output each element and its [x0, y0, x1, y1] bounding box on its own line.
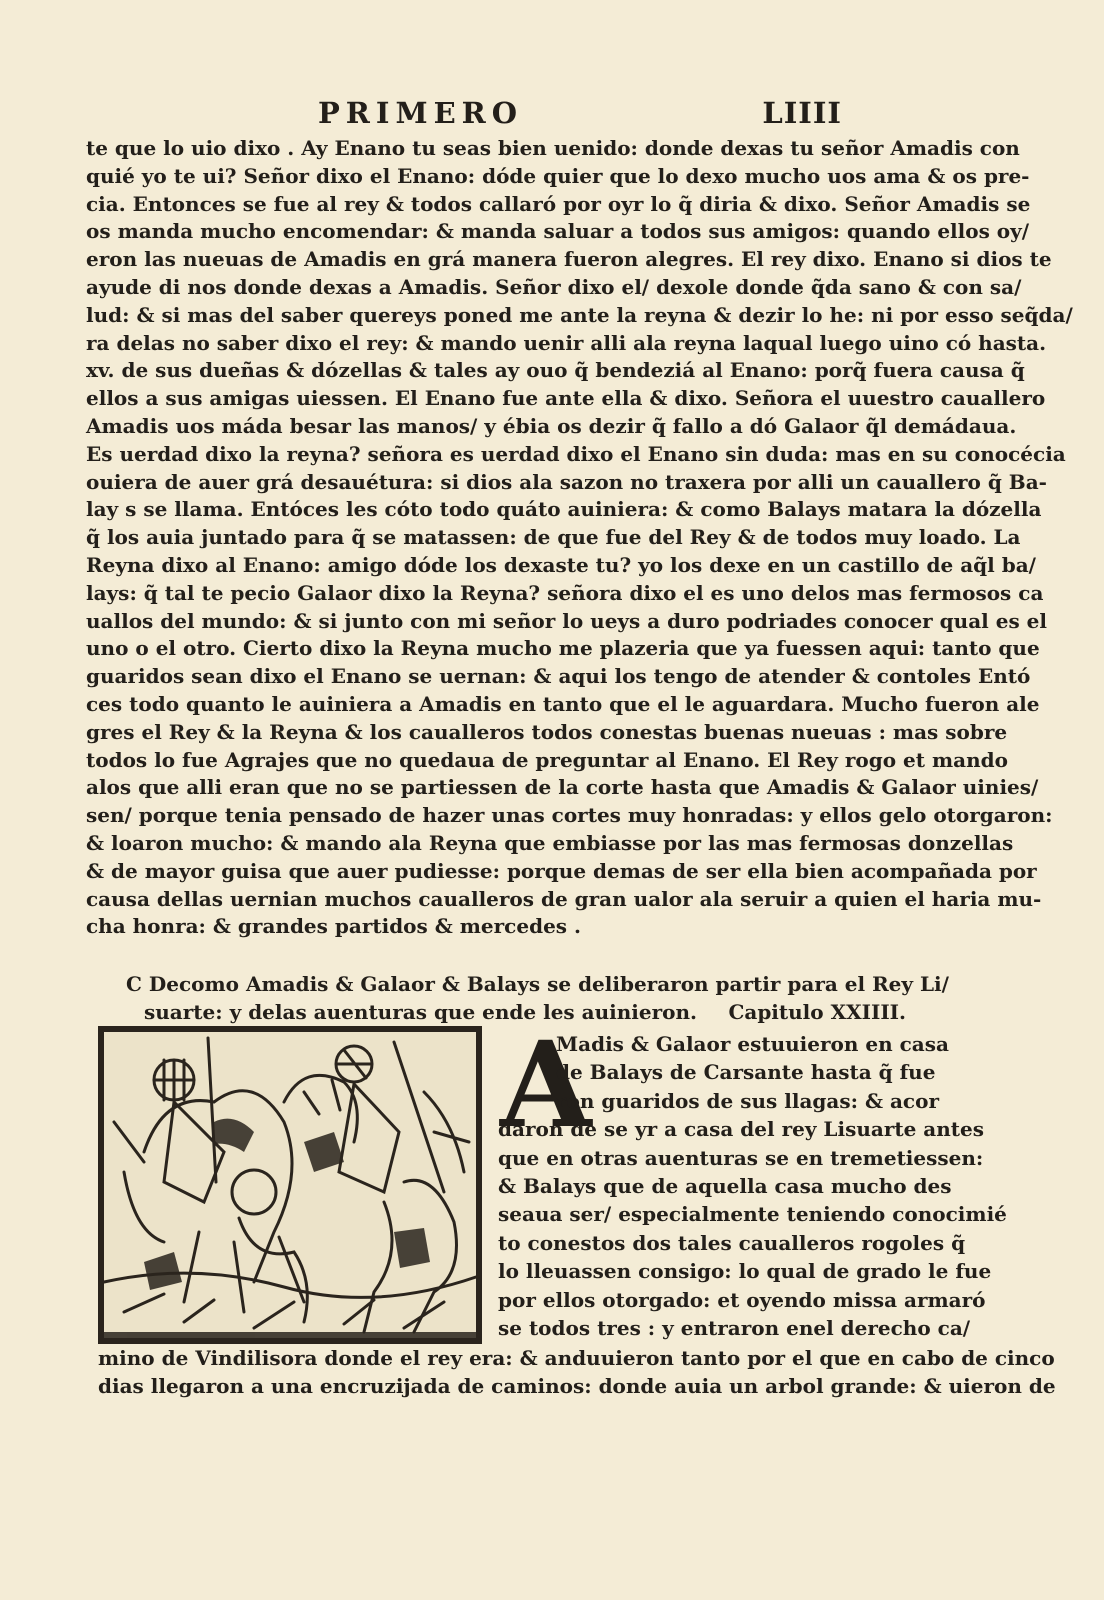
text-line: daron de se yr a casa del rey Lisuarte antes: [498, 1117, 985, 1142]
text-line: os manda mucho encomendar: & manda saluar a todos sus amigos: quando ellos oy/: [86, 219, 1030, 244]
chapter-label: Capitulo XXIIII.: [728, 1000, 906, 1024]
pilcrow-mark: C: [126, 972, 142, 996]
text-line: sen/ porque tenia pensado de hazer unas cortes muy honradas: y ellos gelo otorgaron:: [86, 803, 1053, 828]
drop-cap: A: [500, 1015, 592, 1154]
text-line: lud: & si mas del saber quereys poned me ante la reyna & dezir lo he: ni por esso seq̃da/: [86, 302, 1073, 327]
text-line: por ellos otorgado: et oyendo missa armaró: [498, 1287, 986, 1312]
text-line: ra delas no saber dixo el rey: & mando uenir alli ala reyna laqual luego uino có hasta.: [86, 330, 1047, 355]
body-text: [86, 135, 1073, 941]
text-line: lay s se llama. Entóces les cóto todo quáto auiniera: & como Balays matara la dózella: [86, 497, 1042, 522]
text-line: lays: q̃ tal te pecio Galaor dixo la Reyna? señora dixo el es uno delos mas fermosos ca: [86, 580, 1044, 605]
text-line: Madis & Galaor estuuieron en casa: [556, 1032, 949, 1056]
text-line: alos que alli eran que no se partiessen de la corte hasta que Amadis & Galaor uinies/: [86, 775, 1039, 800]
text-line: que en otras auenturas se en tremetiessen:: [498, 1145, 984, 1170]
text-line: ouiera de auer grá desauétura: si dios ala sazon no traxera por alli un cauallero q̃ Ba-: [86, 469, 1047, 494]
text-line: ces todo quanto le auiniera a Amadis en tanto que el le aguardara. Mucho fueron ale: [86, 691, 1040, 716]
text-line: mino de Vindilisora donde el rey era: & anduuieron tanto por el que en cabo de cinco: [98, 1346, 1055, 1370]
text-line: q̃ los auia juntado para q̃ se matassen: de que fue del Rey & de todos muy loado. La: [86, 525, 1021, 550]
text-line: de Balays de Carsante hasta q̃ fue: [556, 1060, 936, 1085]
woodcut-knights-image: [104, 1032, 476, 1338]
text-line: eron las nueuas de Amadis en grá manera fueron alegres. El rey dixo. Enano si dios te: [86, 247, 1052, 272]
text-line: ron guaridos de sus llagas: & acor: [556, 1088, 939, 1113]
text-line: gres el Rey & la Reyna & los caualleros todos conestas buenas nueuas : mas sobre: [86, 719, 1008, 744]
folio-number: LIIII: [762, 96, 842, 130]
text-line: uallos del mundo: & si junto con mi señor lo ueys a duro podriades conocer qual es el: [86, 608, 1047, 633]
text-line: cha honra: & grandes partidos & mercedes .: [86, 914, 581, 939]
text-line: & loaron mucho: & mando ala Reyna que embiasse por las mas fermosas donzellas: [86, 830, 1014, 855]
text-line: & Balays que de aquella casa mucho des: [498, 1174, 952, 1199]
text-line: Amadis uos máda besar las manos/ y ébia os dezir q̃ fallo a dó Galaor q̃l demádaua.: [86, 413, 1017, 438]
text-line: ayude di nos donde dexas a Amadis. Señor dixo el/ dexole donde q̃da sano & con sa/: [86, 274, 1022, 299]
text-line: ellos a sus amigas uiessen. El Enano fue ante ella & dixo. Señora el uuestro cauallero: [86, 386, 1046, 411]
text-line: todos lo fue Agrajes que no quedaua de preguntar al Enano. El Rey rogo et mando: [86, 747, 1008, 772]
text-line: dias llegaron a una encruzijada de caminos: donde auia un arbol grande: & uieron de: [98, 1374, 1056, 1399]
chapter-heading-text-1: Decomo Amadis & Galaor & Balays se deliberaron partir para el Rey Li/: [148, 972, 949, 996]
text-line: se todos tres : y entraron enel derecho ca/: [498, 1316, 971, 1341]
running-head: PRIMERO: [318, 96, 524, 130]
text-line: quié yo te ui? Señor dixo el Enano: dóde quier que lo dexo mucho uos ama & os pre-: [86, 163, 1030, 188]
chapter-heading-line-1: [126, 970, 949, 998]
side-column-text: [498, 1030, 1007, 1342]
text-line: to conestos dos tales caualleros rogoles q̃: [498, 1230, 966, 1255]
text-line: xv. de sus dueñas & dózellas & tales ay ouo q̃ bendeziá al Enano: porq̃ fuera causa q̃: [86, 358, 1025, 383]
text-line: Reyna dixo al Enano: amigo dóde los dexaste tu? yo los dexe en un castillo de aq̃l ba/: [86, 552, 1036, 577]
text-line: seaua ser/ especialmente teniendo conocimié: [498, 1202, 1007, 1227]
text-line: cia. Entonces se fue al rey & todos callaró por oyr lo q̃ diria & dixo. Señor Amadis se: [86, 191, 1031, 216]
text-line: guaridos sean dixo el Enano se uernan: & aqui los tengo de atender & contoles Entó: [86, 664, 1031, 689]
tail-text: [98, 1344, 1056, 1401]
text-line: Es uerdad dixo la reyna? señora es uerdad dixo el Enano sin duda: mas en su conocécia: [86, 441, 1066, 466]
text-line: te que lo uio dixo . Ay Enano tu seas bien uenido: donde dexas tu señor Amadis con: [86, 136, 1020, 160]
woodcut-illustration: [98, 1026, 482, 1344]
text-line: lo lleuassen consigo: lo qual de grado le fue: [498, 1259, 992, 1284]
text-line: uno o el otro. Cierto dixo la Reyna mucho me plazeria que ya fuessen aqui: tanto que: [86, 636, 1040, 661]
text-line: causa dellas uernian muchos caualleros de gran ualor ala seruir a quien el haria mu-: [86, 886, 1042, 911]
text-line: & de mayor guisa que auer pudiesse: porque demas de ser ella bien acompañada por: [86, 858, 1037, 883]
chapter-heading-text-2: suarte: y delas auenturas que ende les auinieron.: [144, 1000, 697, 1024]
